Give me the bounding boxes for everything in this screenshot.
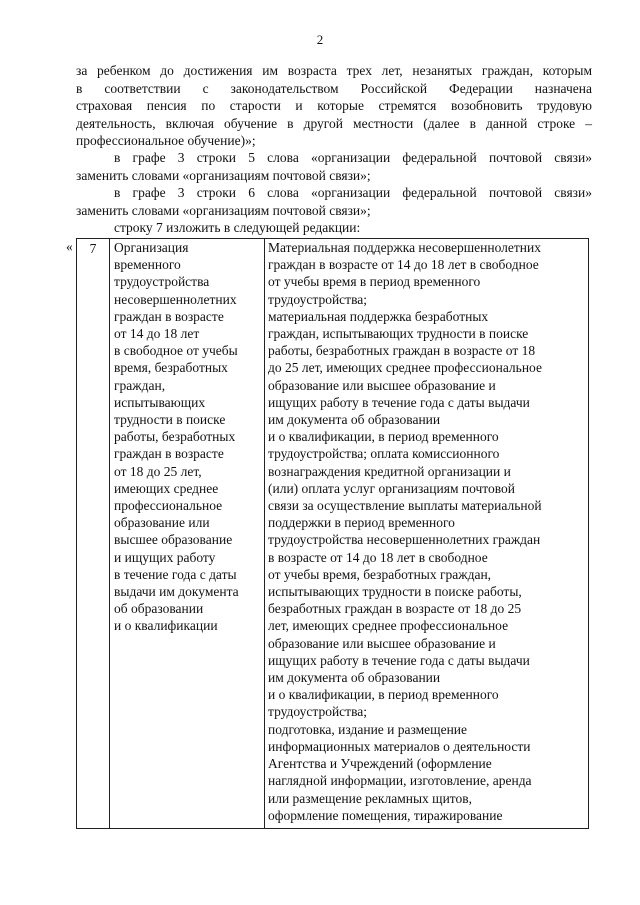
text-line: в графе 3 строки 6 слова «организации федеральной почтовой связи» [114,185,592,200]
cell-line: от учебы время в период временного [268,274,481,290]
cell-line: ищущих работу в течение года с даты выдачи [268,652,530,668]
cell-line: граждан, испытывающих трудности в поиске [268,326,529,342]
cell-line: от учебы время, безработных граждан, [268,566,492,582]
cell-line: им документа об образовании [268,412,441,428]
cell-line: и о квалификации, в период временного [268,429,499,445]
cell-line: образование или [114,515,210,531]
cell-line: граждан в возрасте [114,308,224,324]
text-line: профессиональное обучение)»; [76,133,256,148]
cell-line: трудоустройства; оплата комиссионного [268,446,500,462]
cell-line: им документа об образовании [268,670,441,686]
cell-line: граждан в возрасте [114,446,224,462]
cell-line: трудоустройства; [268,704,368,720]
cell-line: в свободное от учебы [114,343,238,359]
paragraph-continuation [76,62,592,150]
cell-line: наглядной информации, изготовление, аренда [268,773,532,789]
cell-line: безработных граждан в возрасте от 18 до 25 [268,601,522,617]
paragraph-row6-amendment [76,184,592,219]
cell-line: Агентства и Учреждений (оформление [268,756,492,772]
cell-line: работы, безработных [114,429,236,445]
cell-line: материальная поддержка безработных [268,308,489,324]
cell-line: несовершеннолетних [114,291,237,307]
cell-line: ищущих работу в течение года с даты выдачи [268,394,530,410]
text-line: заменить словами «организациям почтовой связи»; [76,202,371,218]
page-number: 2 [316,32,324,47]
table-row [77,239,589,829]
amendment-table [76,238,589,829]
cell-line: в течение года с даты [114,566,237,582]
cell-line: граждан, [114,377,166,393]
paragraph-row5-amendment [76,149,592,184]
cell-line: граждан в возрасте от 14 до 18 лет в свободное [268,257,539,273]
cell-line: поддержки в период временного [268,515,455,531]
cell-line: профессиональное [114,498,223,514]
cell-line: и о квалификации [114,618,218,634]
cell-line: Материальная поддержка несовершеннолетних [268,240,541,255]
cell-line: и ищущих работу [114,549,216,565]
cell-line: до 25 лет, имеющих среднее профессиональное [268,360,542,376]
cell-line: об образовании [114,601,204,617]
cell-line: подготовка, издание и размещение [268,721,468,737]
cell-line: от 14 до 18 лет [114,326,200,342]
text-line: за ребенком до достижения им возраста трех лет, незанятых граждан, которым [76,63,592,78]
cell-line: имеющих среднее [114,480,219,496]
cell-line: образование или высшее образование и [268,635,496,651]
cell-line: связи за осуществление выплаты материальной [268,498,542,514]
cell-line: информационных материалов о деятельности [268,738,531,754]
cell-line: вознаграждения кредитной организации и [268,463,511,479]
cell-line: временного [114,257,181,273]
cell-line: испытывающих [114,394,206,410]
cell-line: высшее образование [114,532,233,548]
cell-line: образование или высшее образование и [268,377,496,393]
cell-line: и о квалификации, в период временного [268,687,499,703]
text-line: страховая пенсия по старости и которые стремятся возобновить трудовую [76,98,592,113]
cell-line: (или) оплата услуг организациям почтовой [268,480,516,496]
row-description-cell [265,239,589,829]
cell-line: трудоустройства несовершеннолетних граждан [268,532,541,548]
text-line: в графе 3 строки 5 слова «организации федеральной почтовой связи» [114,150,592,165]
cell-line: лет, имеющих среднее профессиональное [268,618,509,634]
cell-line: трудности в поиске [114,412,226,428]
cell-line: выдачи им документа [114,584,239,600]
row-number-cell: 7 [77,239,110,829]
cell-line: оформление помещения, тиражирование [268,807,503,823]
opening-quote: « [66,239,73,254]
cell-line: или размещение рекламных щитов, [268,790,473,806]
text-line: заменить словами «организациям почтовой связи»; [76,167,371,183]
cell-line: в возрасте от 14 до 18 лет в свободное [268,549,488,565]
paragraph-row7-intro: строку 7 изложить в следующей редакции: [114,220,361,235]
cell-line: работы, безработных граждан в возрасте от 18 [268,343,536,359]
text-line: в соответствии с законодательством Российской Федерации назначена [76,80,592,96]
cell-line: трудоустройства [114,274,210,290]
cell-line: от 18 до 25 лет, [114,463,202,479]
cell-line: испытывающих трудности в поиске работы, [268,584,522,600]
cell-line: трудоустройства; [268,291,368,307]
cell-line: время, безработных [114,360,228,376]
row-name-cell [110,239,265,829]
text-line: деятельность, включая обучение в другой местности (далее в данной строке – [76,115,592,131]
cell-line: Организация [114,240,189,255]
